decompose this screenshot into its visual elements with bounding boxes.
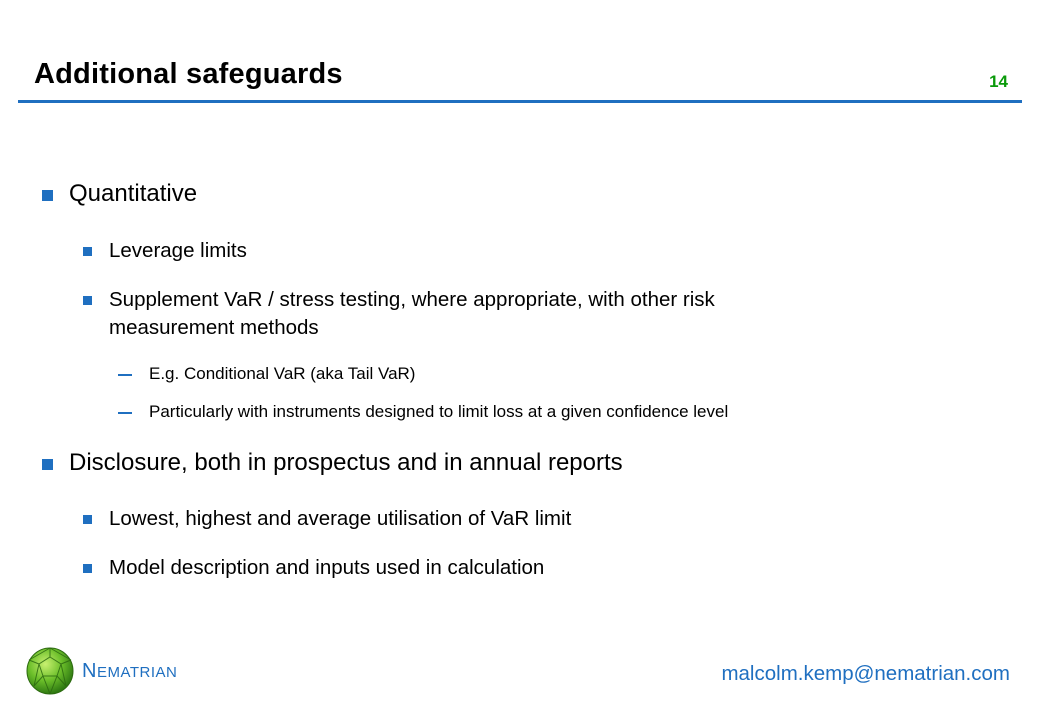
bullet-square-icon: [42, 190, 53, 201]
nematrian-globe-logo-icon: [24, 645, 76, 697]
bullet-square-icon: [83, 296, 92, 305]
sub-bullet-text: E.g. Conditional VaR (aka Tail VaR): [149, 364, 416, 383]
bullet-square-icon: [83, 564, 92, 573]
sub-bullet-text: Particularly with instruments designed to limit loss at a given confidence level: [149, 402, 729, 421]
title-rule: [18, 100, 1022, 103]
brand-rest: EMATRIAN: [96, 664, 178, 681]
bullet-text-line1: Supplement VaR / stress testing, where appropriate, with other risk: [109, 288, 715, 311]
bullet-text: Leverage limits: [109, 239, 247, 262]
bullet-text-line2: measurement methods: [109, 316, 319, 339]
dash-icon: [118, 412, 132, 414]
bullet-text: Lowest, highest and average utilisation of VaR limit: [109, 507, 572, 530]
bullet-square-icon: [83, 515, 92, 524]
slide-title: Additional safeguards: [34, 58, 343, 90]
footer-email[interactable]: malcolm.kemp@nematrian.com: [721, 662, 1010, 685]
bullet-text: Quantitative: [69, 180, 198, 207]
page-number: 14: [989, 72, 1008, 91]
dash-icon: [118, 374, 132, 376]
bullet-text: Disclosure, both in prospectus and in annual reports: [69, 449, 623, 476]
bullet-square-icon: [83, 247, 92, 256]
bullet-square-icon: [42, 459, 53, 470]
brand-initial: N: [82, 660, 97, 682]
footer-brand: [82, 660, 177, 683]
bullet-text: Model description and inputs used in calculation: [109, 556, 545, 579]
